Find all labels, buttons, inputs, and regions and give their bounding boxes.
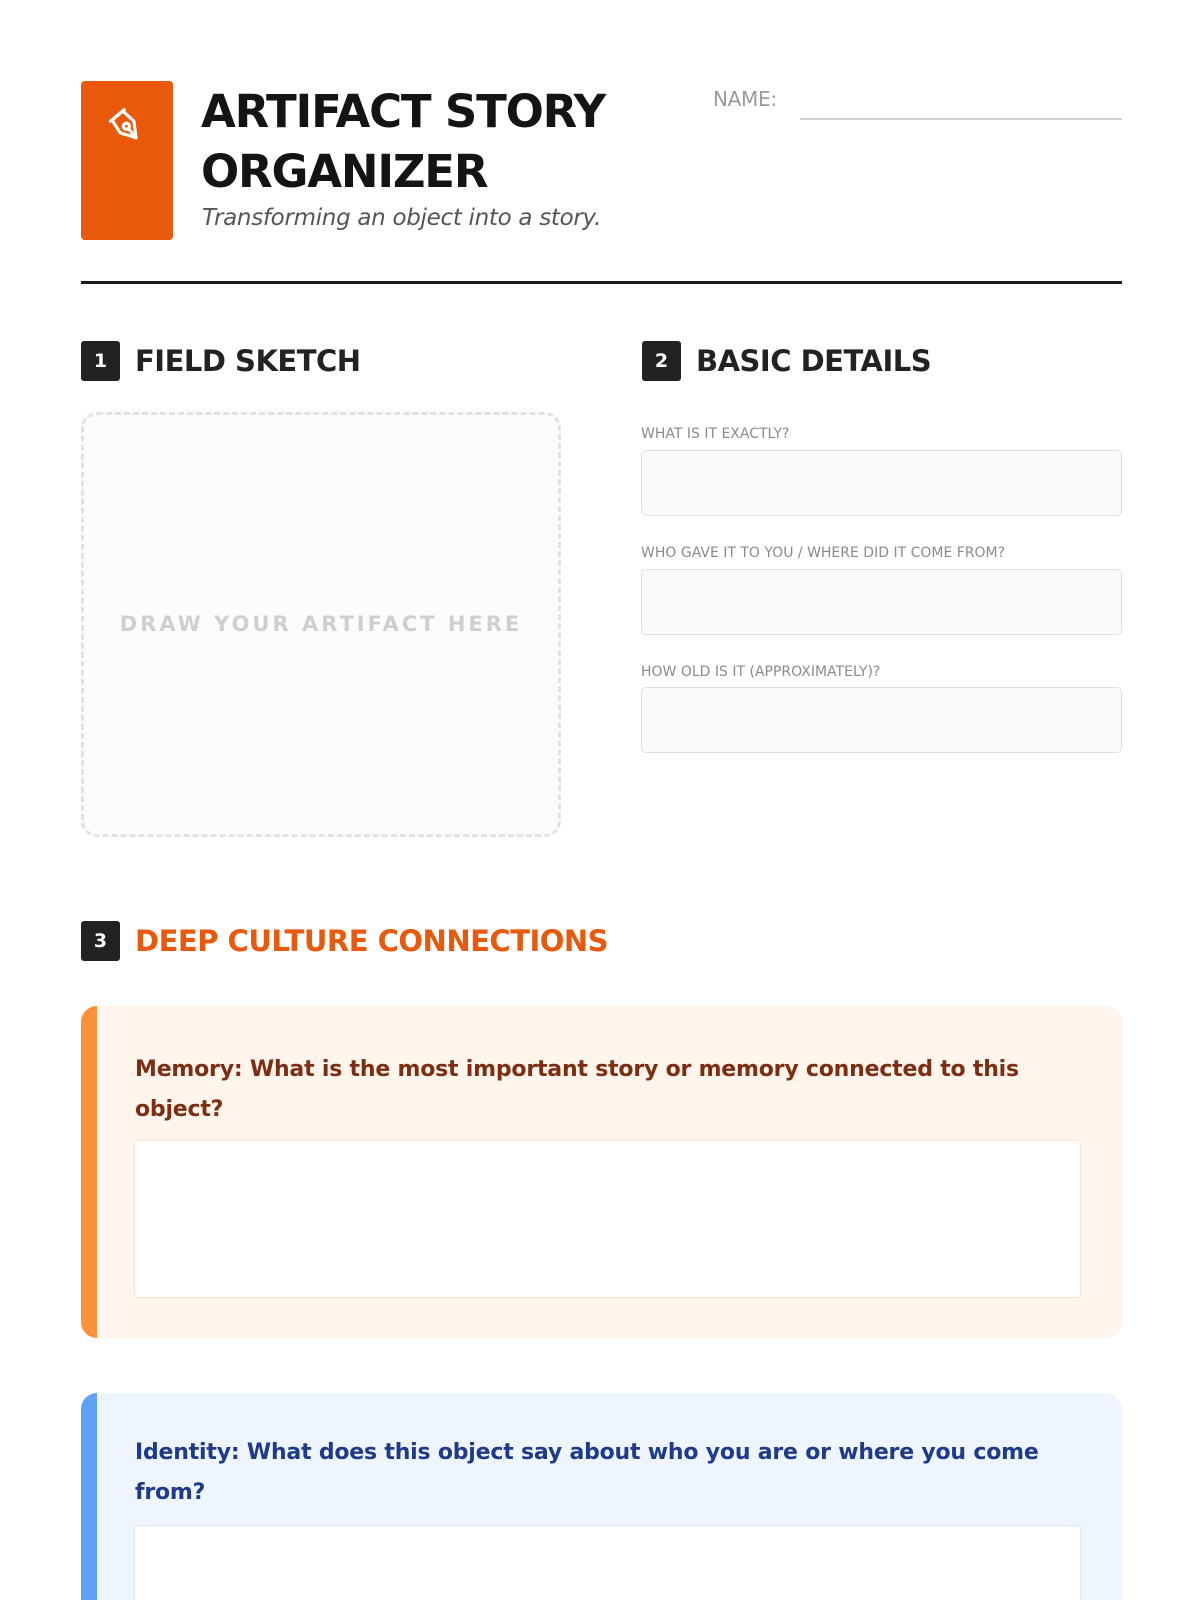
section-3-number: 3 [81, 921, 120, 961]
memory-prompt-card [81, 1006, 1122, 1338]
pen-nib-icon [103, 103, 151, 151]
section-1-title: FIELD SKETCH [135, 344, 361, 378]
section-1-number: 1 [81, 341, 120, 381]
field-label-what: WHAT IS IT EXACTLY? [641, 426, 790, 442]
identity-question: Identity: What does this object say about who you are or where you come from? [135, 1440, 1039, 1505]
identity-prompt-card [81, 1393, 1122, 1600]
logo-badge [81, 81, 173, 240]
page-title [201, 82, 671, 202]
age-input[interactable] [641, 687, 1122, 753]
section-2-number: 2 [642, 341, 681, 381]
title-line-2: ORGANIZER [201, 145, 488, 198]
memory-answer-box[interactable] [134, 1140, 1081, 1298]
header-divider [81, 281, 1122, 284]
memory-accent-bar [81, 1006, 97, 1338]
section-3-title: DEEP CULTURE CONNECTIONS [135, 924, 609, 958]
identity-answer-box[interactable] [134, 1525, 1081, 1600]
name-label: NAME: [713, 87, 777, 111]
field-label-origin: WHO GAVE IT TO YOU / WHERE DID IT COME FROM? [641, 545, 1006, 561]
section-2-title: BASIC DETAILS [696, 344, 932, 378]
sketch-placeholder: DRAW YOUR ARTIFACT HERE [119, 612, 523, 636]
page-subtitle: Transforming an object into a story. [202, 205, 602, 231]
name-field-line[interactable] [800, 118, 1122, 120]
sketch-area[interactable] [81, 412, 561, 837]
worksheet-page [81, 0, 1121, 1600]
identity-accent-bar [81, 1393, 97, 1600]
what-is-it-input[interactable] [641, 450, 1122, 516]
origin-input[interactable] [641, 569, 1122, 635]
title-line-1: ARTIFACT STORY [201, 85, 606, 138]
field-label-age: HOW OLD IS IT (APPROXIMATELY)? [641, 664, 881, 680]
memory-question: Memory: What is the most important story or memory connected to this object? [135, 1057, 1019, 1122]
